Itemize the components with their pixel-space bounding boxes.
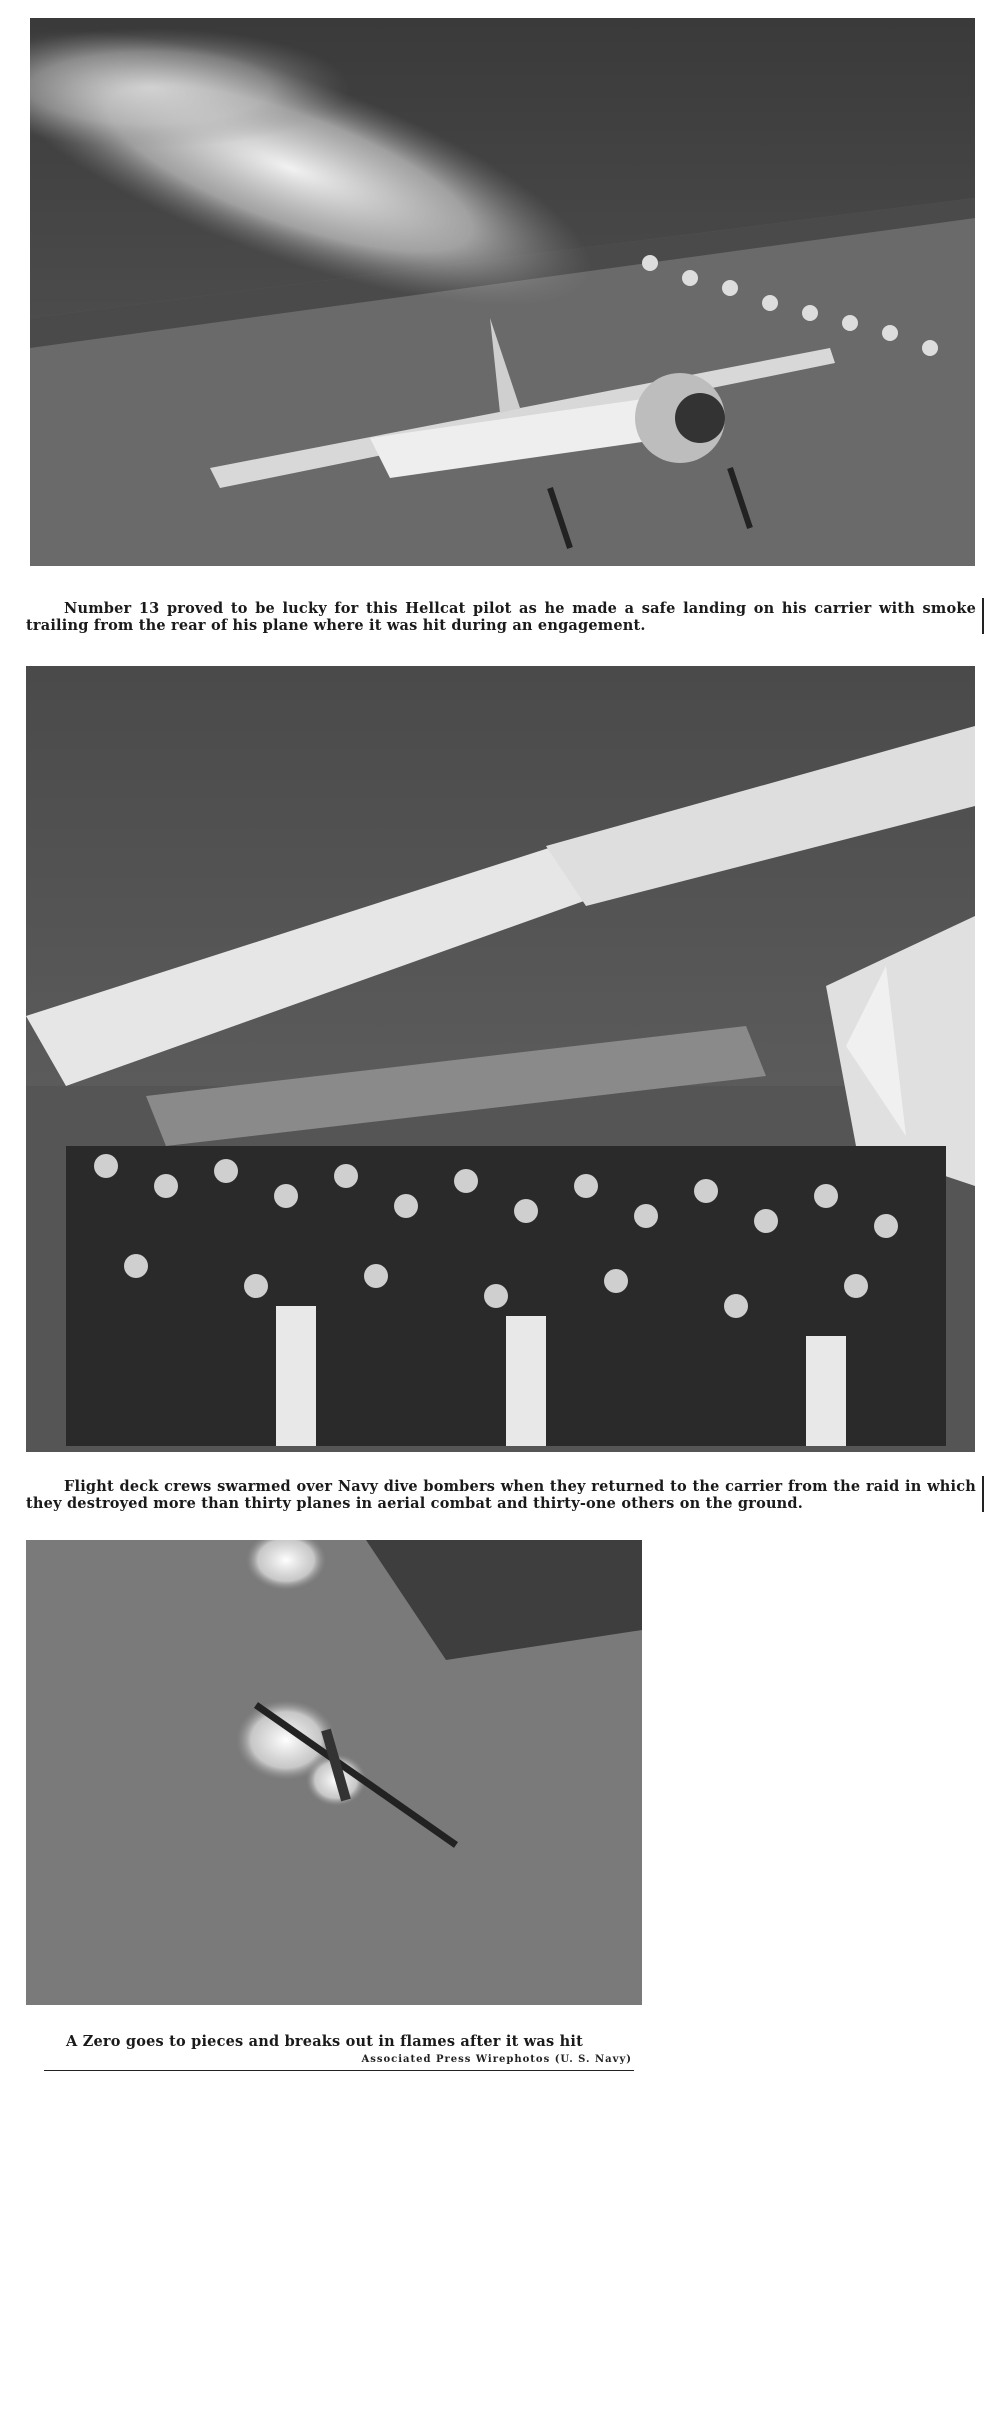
dive-bombers-caption: Flight deck crews swarmed over Navy dive bombers when they returned to the carrier from the raid in which they destroyed more than thirty planes in aerial combat and thirty-one others on the ground.: [26, 1478, 976, 1512]
caption-rule: [982, 1476, 984, 1512]
zero-caption: A Zero goes to pieces and breaks out in flames after it was hit: [66, 2033, 583, 2050]
zero-in-flames-photo: [26, 1540, 642, 2005]
photo-credit: Associated Press Wirephotos (U. S. Navy): [361, 2054, 632, 2065]
hellcat-landing-photo: [30, 18, 975, 566]
caption-rule: [982, 598, 984, 634]
credit-rule: [44, 2070, 634, 2071]
dive-bombers-deck-photo: [26, 666, 975, 1452]
hellcat-caption: Number 13 proved to be lucky for this Hellcat pilot as he made a safe landing on his carrier with smoke trailing from the rear of his plane where it was hit during an engagement.: [26, 600, 976, 634]
